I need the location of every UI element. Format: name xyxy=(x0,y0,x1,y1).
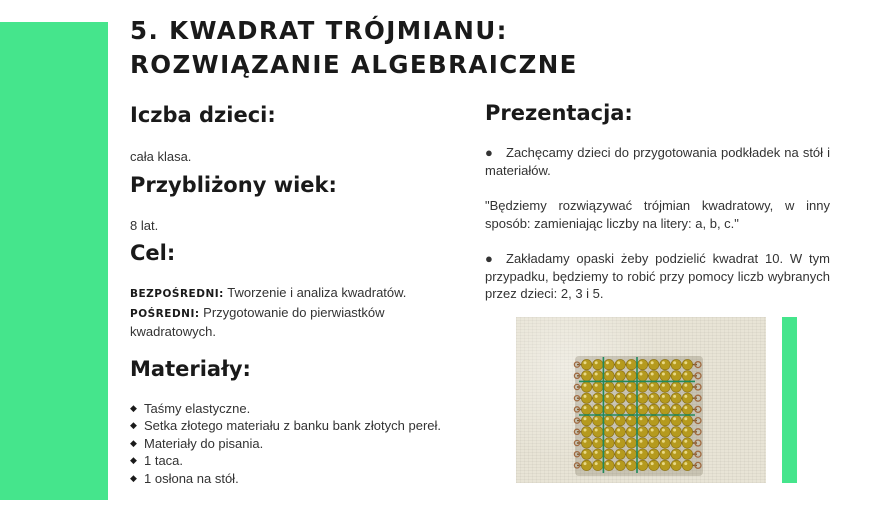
title-line-2: ROZWIĄZANIE ALGEBRAICZNE xyxy=(130,50,578,79)
bead-highlight xyxy=(673,462,676,465)
children-heading: Iczba dzieci: xyxy=(130,103,276,127)
golden-bead xyxy=(626,427,636,437)
golden-bead xyxy=(593,438,603,448)
bead-highlight xyxy=(662,429,665,432)
goal-indirect-text: Przygotowanie do pierwiastków kwadratowych. xyxy=(130,304,385,339)
bead-highlight xyxy=(640,373,643,376)
list-item xyxy=(130,435,450,453)
bead-highlight xyxy=(684,384,687,387)
bead-highlight xyxy=(606,451,609,454)
bead-highlight xyxy=(617,373,620,376)
golden-bead xyxy=(604,382,614,392)
presentation-step-2-text: Zakładamy opaski żeby podzielić kwadrat 10. W tym przypadku, będziemy to robić przy pomocy liczb wybranych przez dzieci: 2, 3 i 5. xyxy=(485,251,830,301)
golden-bead xyxy=(660,449,670,459)
golden-bead xyxy=(637,427,647,437)
golden-bead xyxy=(682,438,692,448)
bead-highlight xyxy=(684,395,687,398)
golden-bead xyxy=(604,359,614,369)
golden-bead xyxy=(637,393,647,403)
golden-bead xyxy=(660,404,670,414)
bead-highlight xyxy=(662,373,665,376)
bead-highlight xyxy=(584,361,587,364)
bead-highlight xyxy=(606,406,609,409)
bead-highlight xyxy=(651,451,654,454)
bead-highlight xyxy=(584,384,587,387)
bead-highlight xyxy=(651,429,654,432)
golden-bead xyxy=(671,359,681,369)
bead-highlight xyxy=(628,384,631,387)
bead-highlight xyxy=(595,451,598,454)
golden-bead xyxy=(593,359,603,369)
bead-highlight xyxy=(628,440,631,443)
golden-bead xyxy=(604,460,614,470)
bead-highlight xyxy=(640,440,643,443)
bead-highlight xyxy=(584,373,587,376)
diamond-bullet-icon: ◆ xyxy=(130,472,137,483)
bead-highlight xyxy=(651,440,654,443)
golden-bead xyxy=(649,449,659,459)
golden-bead xyxy=(682,415,692,425)
golden-bead xyxy=(649,438,659,448)
goal-heading: Cel: xyxy=(130,241,176,265)
golden-bead xyxy=(660,415,670,425)
golden-bead xyxy=(581,427,591,437)
golden-bead xyxy=(649,404,659,414)
bead-highlight xyxy=(617,451,620,454)
bead-highlight xyxy=(673,373,676,376)
left-accent-bar xyxy=(0,22,108,500)
golden-bead xyxy=(637,382,647,392)
golden-bead xyxy=(682,371,692,381)
bead-highlight xyxy=(584,406,587,409)
bead-highlight xyxy=(617,395,620,398)
bead-highlight xyxy=(617,417,620,420)
bead-highlight xyxy=(640,451,643,454)
right-accent-bar xyxy=(782,317,797,483)
golden-bead xyxy=(615,404,625,414)
golden-bead xyxy=(660,393,670,403)
bead-highlight xyxy=(584,440,587,443)
bead-square-photo xyxy=(516,317,766,483)
golden-bead xyxy=(615,427,625,437)
golden-bead xyxy=(626,438,636,448)
material-text: 1 osłona na stół. xyxy=(144,470,239,486)
golden-bead xyxy=(671,449,681,459)
diamond-bullet-icon: ◆ xyxy=(130,420,137,430)
golden-bead xyxy=(604,438,614,448)
presentation-step-2 xyxy=(485,250,830,303)
golden-bead xyxy=(604,427,614,437)
bead-highlight xyxy=(617,429,620,432)
diamond-bullet-icon: ◆ xyxy=(130,455,137,465)
golden-bead xyxy=(626,404,636,414)
golden-bead xyxy=(626,415,636,425)
bead-highlight xyxy=(684,373,687,376)
golden-bead xyxy=(581,359,591,369)
bead-highlight xyxy=(640,429,643,432)
diamond-bullet-icon: ◆ xyxy=(130,437,137,448)
golden-bead xyxy=(649,460,659,470)
bead-highlight xyxy=(684,429,687,432)
golden-bead xyxy=(671,393,681,403)
materials-list xyxy=(130,400,450,488)
bead-highlight xyxy=(662,384,665,387)
bead-highlight xyxy=(662,417,665,420)
golden-bead xyxy=(649,415,659,425)
bead-highlight xyxy=(595,373,598,376)
bead-highlight xyxy=(640,462,643,465)
golden-bead xyxy=(615,371,625,381)
goal-direct-label: BEZPOŚREDNI: xyxy=(130,288,224,300)
bead-highlight xyxy=(595,429,598,432)
goal-block xyxy=(130,284,450,341)
golden-bead xyxy=(682,359,692,369)
bead-highlight xyxy=(684,462,687,465)
material-text: Taśmy elastyczne. xyxy=(144,400,251,416)
bead-highlight xyxy=(606,417,609,420)
golden-bead xyxy=(671,404,681,414)
golden-bead xyxy=(682,404,692,414)
golden-bead xyxy=(637,359,647,369)
golden-bead xyxy=(593,404,603,414)
golden-bead xyxy=(593,415,603,425)
golden-bead xyxy=(671,460,681,470)
golden-bead xyxy=(660,382,670,392)
golden-bead xyxy=(671,438,681,448)
golden-bead xyxy=(660,438,670,448)
golden-bead xyxy=(581,449,591,459)
golden-bead xyxy=(581,382,591,392)
bead-highlight xyxy=(673,429,676,432)
bead-highlight xyxy=(628,462,631,465)
bead-highlight xyxy=(628,451,631,454)
goal-direct xyxy=(130,284,450,304)
bead-highlight xyxy=(673,406,676,409)
goal-indirect xyxy=(130,304,450,341)
children-value: cała klasa. xyxy=(130,149,192,164)
bead-highlight xyxy=(684,361,687,364)
bead-highlight xyxy=(606,462,609,465)
age-value: 8 lat. xyxy=(130,217,159,233)
bead-highlight xyxy=(673,384,676,387)
bead-highlight xyxy=(662,406,665,409)
golden-bead xyxy=(615,382,625,392)
dot-bullet-icon: ● xyxy=(485,251,493,266)
golden-bead xyxy=(604,393,614,403)
bead-highlight xyxy=(584,462,587,465)
bead-highlight xyxy=(595,462,598,465)
golden-bead xyxy=(581,404,591,414)
golden-bead xyxy=(637,415,647,425)
bead-highlight xyxy=(617,384,620,387)
golden-bead xyxy=(581,415,591,425)
golden-bead xyxy=(626,460,636,470)
golden-bead xyxy=(593,427,603,437)
bead-highlight xyxy=(584,417,587,420)
bead-highlight xyxy=(617,361,620,364)
bead-highlight xyxy=(684,406,687,409)
bead-highlight xyxy=(662,395,665,398)
golden-bead xyxy=(581,393,591,403)
bead-highlight xyxy=(617,462,620,465)
page-title xyxy=(130,14,730,82)
presentation-step-1 xyxy=(485,144,830,179)
golden-bead xyxy=(615,393,625,403)
bead-highlight xyxy=(617,440,620,443)
bead-highlight xyxy=(640,361,643,364)
bead-highlight xyxy=(584,451,587,454)
bead-highlight xyxy=(651,406,654,409)
bead-highlight xyxy=(628,429,631,432)
golden-bead xyxy=(615,415,625,425)
bead-highlight xyxy=(595,406,598,409)
bead-highlight xyxy=(662,440,665,443)
material-text: Materiały do pisania. xyxy=(144,435,264,451)
golden-bead xyxy=(593,460,603,470)
bead-highlight xyxy=(628,361,631,364)
golden-bead xyxy=(637,449,647,459)
golden-bead xyxy=(637,371,647,381)
bead-highlight xyxy=(673,451,676,454)
golden-bead xyxy=(660,371,670,381)
bead-highlight xyxy=(651,361,654,364)
list-item xyxy=(130,470,450,488)
golden-bead xyxy=(637,404,647,414)
bead-highlight xyxy=(684,451,687,454)
golden-bead xyxy=(604,415,614,425)
golden-bead xyxy=(593,449,603,459)
golden-bead xyxy=(593,393,603,403)
bead-highlight xyxy=(673,361,676,364)
material-text: Setka złotego materiału z banku bank złotych pereł. xyxy=(144,418,442,433)
golden-bead xyxy=(682,460,692,470)
golden-bead xyxy=(649,382,659,392)
bead-highlight xyxy=(617,406,620,409)
presentation-block xyxy=(485,144,830,303)
golden-bead xyxy=(615,460,625,470)
golden-bead xyxy=(593,371,603,381)
golden-bead xyxy=(604,371,614,381)
golden-bead xyxy=(615,359,625,369)
presentation-step-1-text: Zachęcamy dzieci do przygotowania podkładek na stół i materiałów. xyxy=(485,145,830,178)
bead-highlight xyxy=(673,395,676,398)
bead-highlight xyxy=(606,395,609,398)
golden-bead xyxy=(626,393,636,403)
golden-bead xyxy=(593,382,603,392)
bead-highlight xyxy=(606,429,609,432)
presentation-heading: Prezentacja: xyxy=(485,101,633,125)
title-line-1: 5. KWADRAT TRÓJMIANU: xyxy=(130,16,508,45)
bead-highlight xyxy=(595,417,598,420)
bead-highlight xyxy=(606,384,609,387)
bead-highlight xyxy=(651,462,654,465)
golden-bead xyxy=(581,438,591,448)
bead-highlight xyxy=(595,361,598,364)
materials-heading: Materiały: xyxy=(130,356,251,381)
golden-bead xyxy=(615,449,625,459)
bead-highlight xyxy=(651,384,654,387)
golden-bead xyxy=(682,449,692,459)
bead-highlight xyxy=(673,417,676,420)
bead-highlight xyxy=(595,384,598,387)
bead-highlight xyxy=(628,373,631,376)
golden-bead xyxy=(637,438,647,448)
golden-bead xyxy=(649,427,659,437)
bead-highlight xyxy=(640,395,643,398)
bead-highlight xyxy=(606,373,609,376)
right-column xyxy=(485,98,830,303)
bead-highlight xyxy=(640,406,643,409)
list-item xyxy=(130,400,450,418)
golden-bead xyxy=(581,371,591,381)
golden-bead xyxy=(682,382,692,392)
bead-highlight xyxy=(628,417,631,420)
bead-highlight xyxy=(606,361,609,364)
golden-bead xyxy=(682,427,692,437)
bead-highlight xyxy=(595,395,598,398)
list-item xyxy=(130,417,450,435)
bead-highlight xyxy=(662,451,665,454)
golden-bead xyxy=(604,404,614,414)
golden-bead xyxy=(671,382,681,392)
presentation-quote: "Będziemy rozwiązywać trójmian kwadratowy, w inny sposób: zamieniając liczby na litery: a, b, c." xyxy=(485,198,830,231)
dot-bullet-icon: ● xyxy=(485,145,493,160)
golden-bead xyxy=(637,460,647,470)
bead-highlight xyxy=(606,440,609,443)
golden-bead xyxy=(649,371,659,381)
bead-highlight xyxy=(684,440,687,443)
golden-bead xyxy=(660,359,670,369)
diamond-bullet-icon: ◆ xyxy=(130,402,137,413)
golden-bead xyxy=(671,427,681,437)
golden-bead xyxy=(682,393,692,403)
golden-bead xyxy=(581,460,591,470)
age-heading: Przybliżony wiek: xyxy=(130,172,337,197)
bead-highlight xyxy=(662,361,665,364)
bead-highlight xyxy=(628,395,631,398)
bead-square-image xyxy=(516,317,766,483)
golden-bead xyxy=(615,438,625,448)
goal-indirect-label: POŚREDNI: xyxy=(130,307,200,320)
bead-highlight xyxy=(595,440,598,443)
bead-highlight xyxy=(651,417,654,420)
list-item xyxy=(130,452,450,470)
left-column xyxy=(130,98,450,487)
golden-bead xyxy=(604,449,614,459)
bead-highlight xyxy=(640,417,643,420)
golden-bead xyxy=(626,382,636,392)
golden-bead xyxy=(671,371,681,381)
golden-bead xyxy=(660,460,670,470)
bead-highlight xyxy=(673,440,676,443)
bead-highlight xyxy=(584,395,587,398)
golden-bead xyxy=(626,371,636,381)
goal-direct-text: Tworzenie i analiza kwadratów. xyxy=(223,285,407,300)
bead-highlight xyxy=(651,395,654,398)
bead-highlight xyxy=(584,429,587,432)
bead-highlight xyxy=(628,406,631,409)
golden-bead xyxy=(671,415,681,425)
golden-bead xyxy=(626,449,636,459)
golden-bead xyxy=(649,393,659,403)
material-text: 1 taca. xyxy=(144,453,184,468)
golden-bead xyxy=(649,359,659,369)
bead-highlight xyxy=(651,373,654,376)
bead-highlight xyxy=(684,417,687,420)
bead-highlight xyxy=(662,462,665,465)
golden-bead xyxy=(660,427,670,437)
bead-highlight xyxy=(640,384,643,387)
golden-bead xyxy=(626,359,636,369)
